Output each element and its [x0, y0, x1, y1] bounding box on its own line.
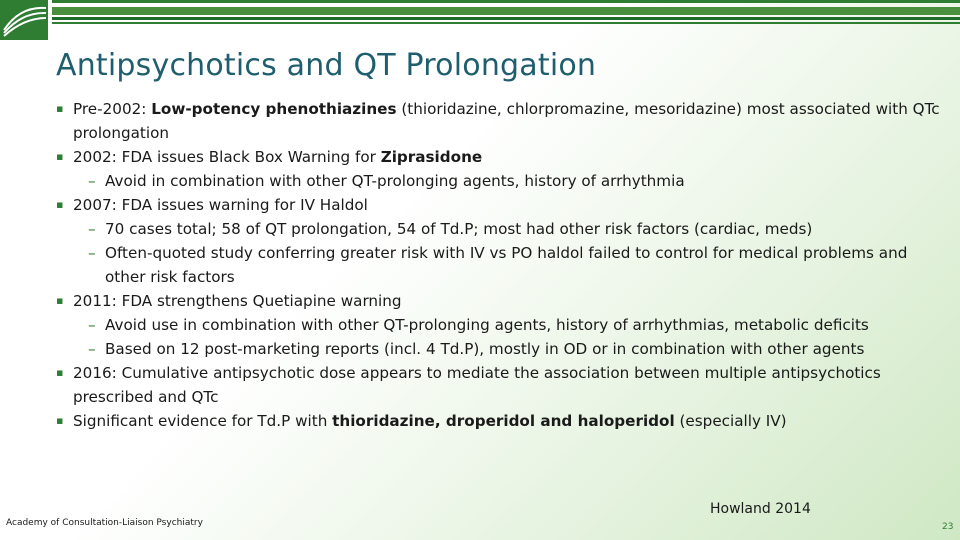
- dash-bullet-icon: –: [88, 340, 96, 358]
- bullet-significant-evidence: ▪ Significant evidence for Td.P with thioridazine, droperidol and haloperidol (especially IV): [56, 409, 952, 433]
- page-number: 23: [942, 522, 954, 532]
- academy-logo-icon: [0, 0, 48, 40]
- square-bullet-icon: ▪: [56, 294, 64, 307]
- header-stripes: [52, 0, 960, 27]
- sub-bullet-2007-cases: – 70 cases total; 58 of QT prolongation, 54 of Td.P; most had other risk factors (cardiac, meds): [56, 217, 952, 241]
- citation: Howland 2014: [710, 501, 811, 517]
- dash-bullet-icon: –: [88, 316, 96, 334]
- bullet-pre-2002: ▪ Pre-2002: Low-potency phenothiazines (thioridazine, chlorpromazine, mesoridazine) most associated with QTc prolongation: [56, 97, 952, 145]
- square-bullet-icon: ▪: [56, 198, 64, 211]
- bullet-list: [56, 97, 952, 433]
- dash-bullet-icon: –: [88, 172, 96, 190]
- slide-title: Antipsychotics and QT Prolongation: [56, 48, 597, 83]
- dash-bullet-icon: –: [88, 244, 96, 262]
- square-bullet-icon: ▪: [56, 150, 64, 163]
- sub-bullet-2011-avoid: – Avoid use in combination with other QT-prolonging agents, history of arrhythmias, metabolic deficits: [56, 313, 952, 337]
- sub-bullet-2002-avoid: – Avoid in combination with other QT-prolonging agents, history of arrhythmia: [56, 169, 952, 193]
- bullet-2011: ▪ 2011: FDA strengthens Quetiapine warning: [56, 289, 952, 313]
- bullet-2007: ▪ 2007: FDA issues warning for IV Haldol: [56, 193, 952, 217]
- dash-bullet-icon: –: [88, 220, 96, 238]
- square-bullet-icon: ▪: [56, 414, 64, 427]
- bullet-2002: ▪ 2002: FDA issues Black Box Warning for Ziprasidone: [56, 145, 952, 169]
- footer-organization: Academy of Consultation-Liaison Psychiatry: [6, 518, 203, 528]
- sub-bullet-2011-reports: – Based on 12 post-marketing reports (incl. 4 Td.P), mostly in OD or in combination with other agents: [56, 337, 952, 361]
- bullet-2016: ▪ 2016: Cumulative antipsychotic dose appears to mediate the association between multiple antipsychotics prescribed and QTc: [56, 361, 952, 409]
- sub-bullet-2007-study: – Often-quoted study conferring greater risk with IV vs PO haldol failed to control for medical problems and other risk factors: [56, 241, 952, 289]
- square-bullet-icon: ▪: [56, 102, 64, 115]
- square-bullet-icon: ▪: [56, 366, 64, 379]
